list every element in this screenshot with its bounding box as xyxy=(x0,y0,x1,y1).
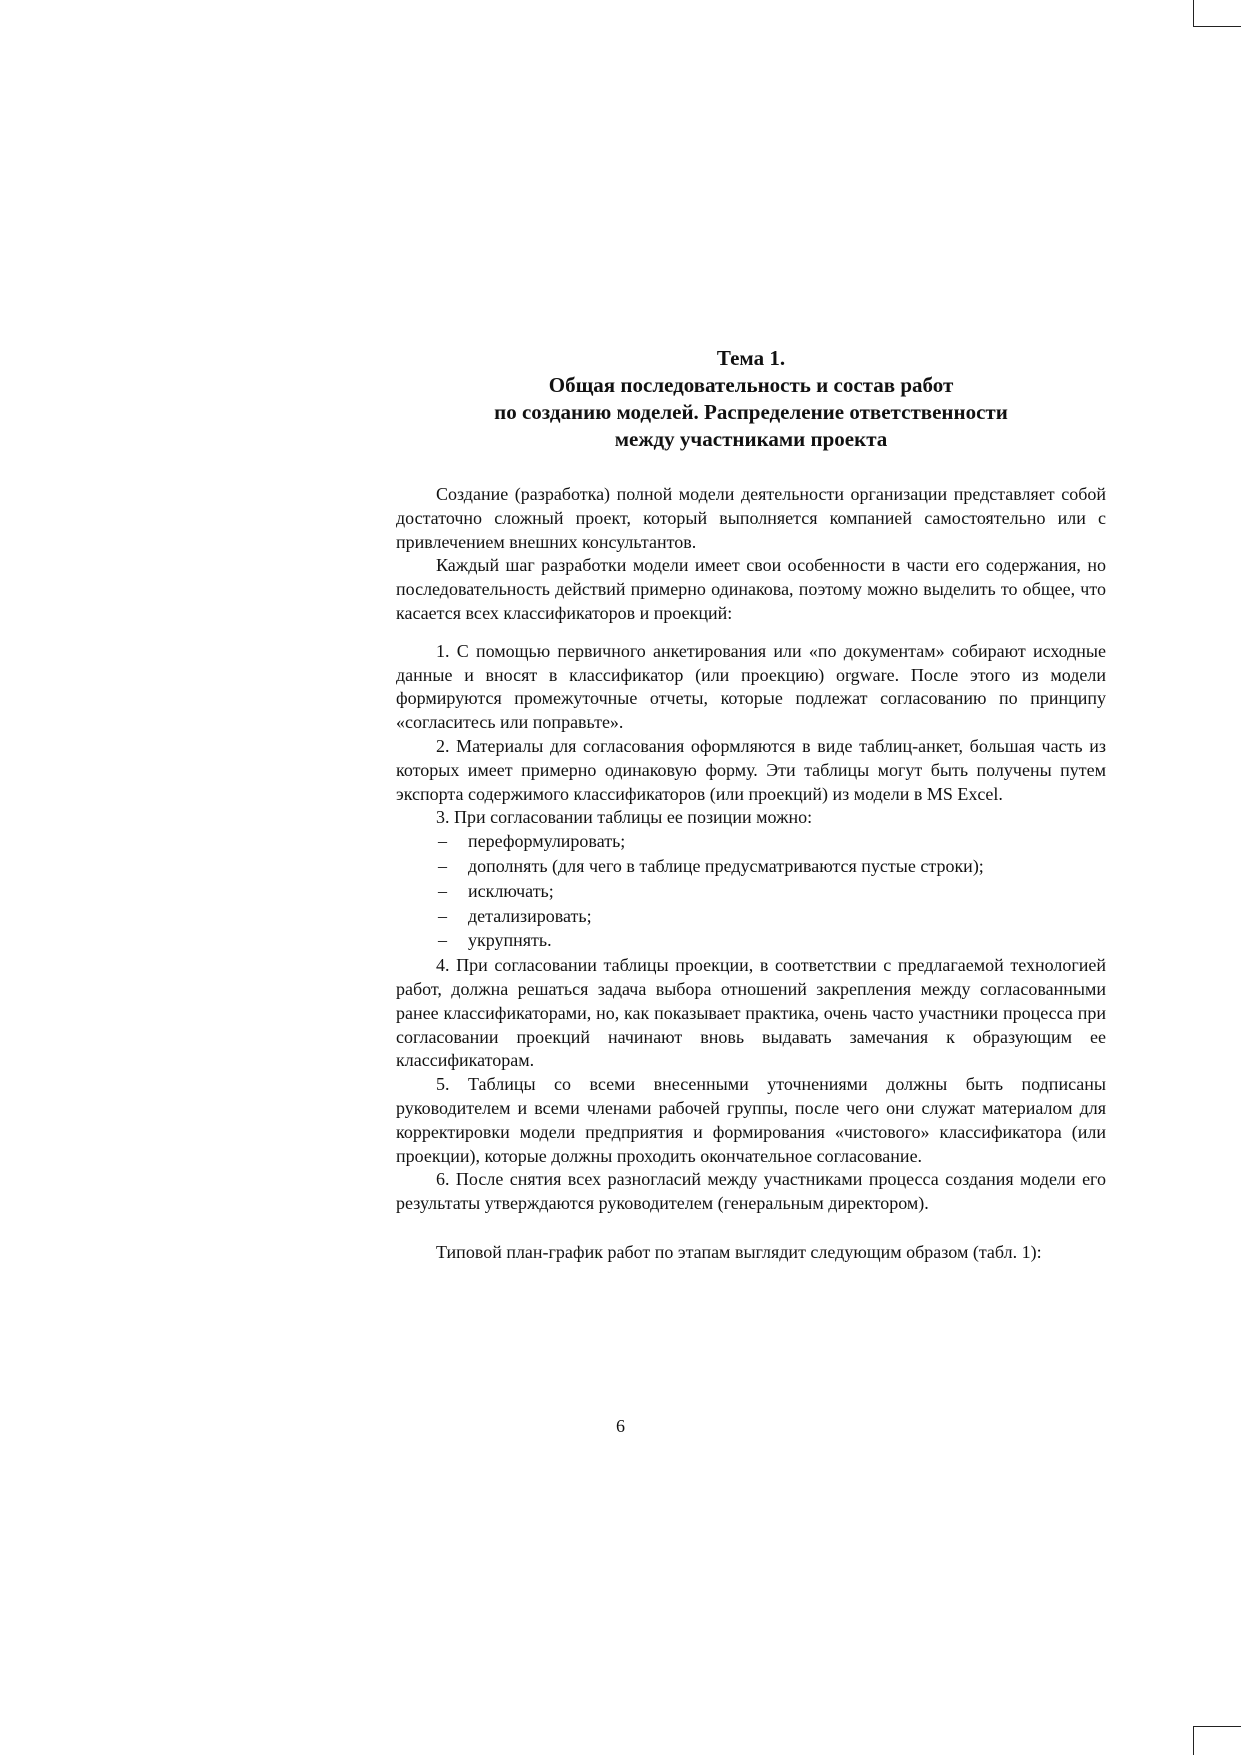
crop-mark-top-vertical xyxy=(1193,0,1194,27)
step-6: 6. После снятия всех разногласий между участниками процесса создания модели его результаты утверждаются руководителем (генеральным директором). xyxy=(396,1169,1106,1214)
crop-mark-bottom-vertical xyxy=(1193,1726,1194,1755)
heading-line-1: Тема 1. xyxy=(716,346,786,370)
list-item: – дополнять (для чего в таблице предусматриваются пустые строки); xyxy=(438,855,984,876)
list-item: – исключать; xyxy=(438,880,554,901)
heading-line-2: Общая последовательность и состав работ xyxy=(548,373,954,397)
crop-mark-top-horizontal xyxy=(1193,26,1241,27)
page-number: 6 xyxy=(616,1416,625,1436)
heading-line-3: по созданию моделей. Распределение ответственности xyxy=(494,400,1008,424)
step-4: 4. При согласовании таблицы проекции, в соответствии с предлагаемой технологией работ, должна решаться задача выбора отношений закрепления между согласованными ранее классификаторами, но, как показывает практика, очень часто участники процесса при согласовании проекций начинают вновь выдавать замечания к образующим ее классификаторам. xyxy=(396,955,1106,1071)
paragraph-intro: Создание (разработка) полной модели деятельности организации представляет собой достаточно сложный проект, который выполняется компанией самостоятельно или с привлечением внешних консультантов. xyxy=(396,484,1106,552)
chapter-heading xyxy=(396,345,1106,453)
step-2: 2. Материалы для согласования оформляются в виде таблиц-анкет, большая часть из которых имеет примерно одинаковую форму. Эти таблицы могут быть получены путем экспорта содержимого классификаторов (или проекций) из модели в MS Excel. xyxy=(396,735,1106,804)
paragraph-steps-intro: Каждый шаг разработки модели имеет свои особенности в части его содержания, но последовательность действий примерно одинакова, поэтому можно выделить то общее, что касается всех классификаторов и проекций: xyxy=(396,555,1106,623)
step-1: 1. С помощью первичного анкетирования или «по документам» собирают исходные данные и вносят в классификатор (или проекцию) orgware. После этого из модели формируются промежуточные отчеты, которые подлежат согласованию по принципу «согласитесь или поправьте». xyxy=(396,640,1106,733)
heading-line-4: между участниками проекта xyxy=(614,427,888,451)
step-3: 3. При согласовании таблицы ее позиции можно: xyxy=(436,807,813,828)
paragraph-closing: Типовой план-график работ по этапам выглядит следующим образом (табл. 1): xyxy=(436,1241,1042,1262)
list-item: – укрупнять. xyxy=(438,930,552,951)
step-5: 5. Таблицы со всеми внесенными уточнениями должны быть подписаны руководителем и всеми членами рабочей группы, после чего они служат материалом для корректировки модели предприятия и формирования «чистового» классификатора (или проекции), которые должны проходить окончательное согласование. xyxy=(396,1074,1106,1166)
crop-mark-bottom-horizontal xyxy=(1193,1726,1241,1727)
list-item: – детализировать; xyxy=(438,905,592,926)
list-item: – переформулировать; xyxy=(438,831,626,852)
step-3-list xyxy=(396,830,1106,953)
page-content xyxy=(396,345,1106,1265)
